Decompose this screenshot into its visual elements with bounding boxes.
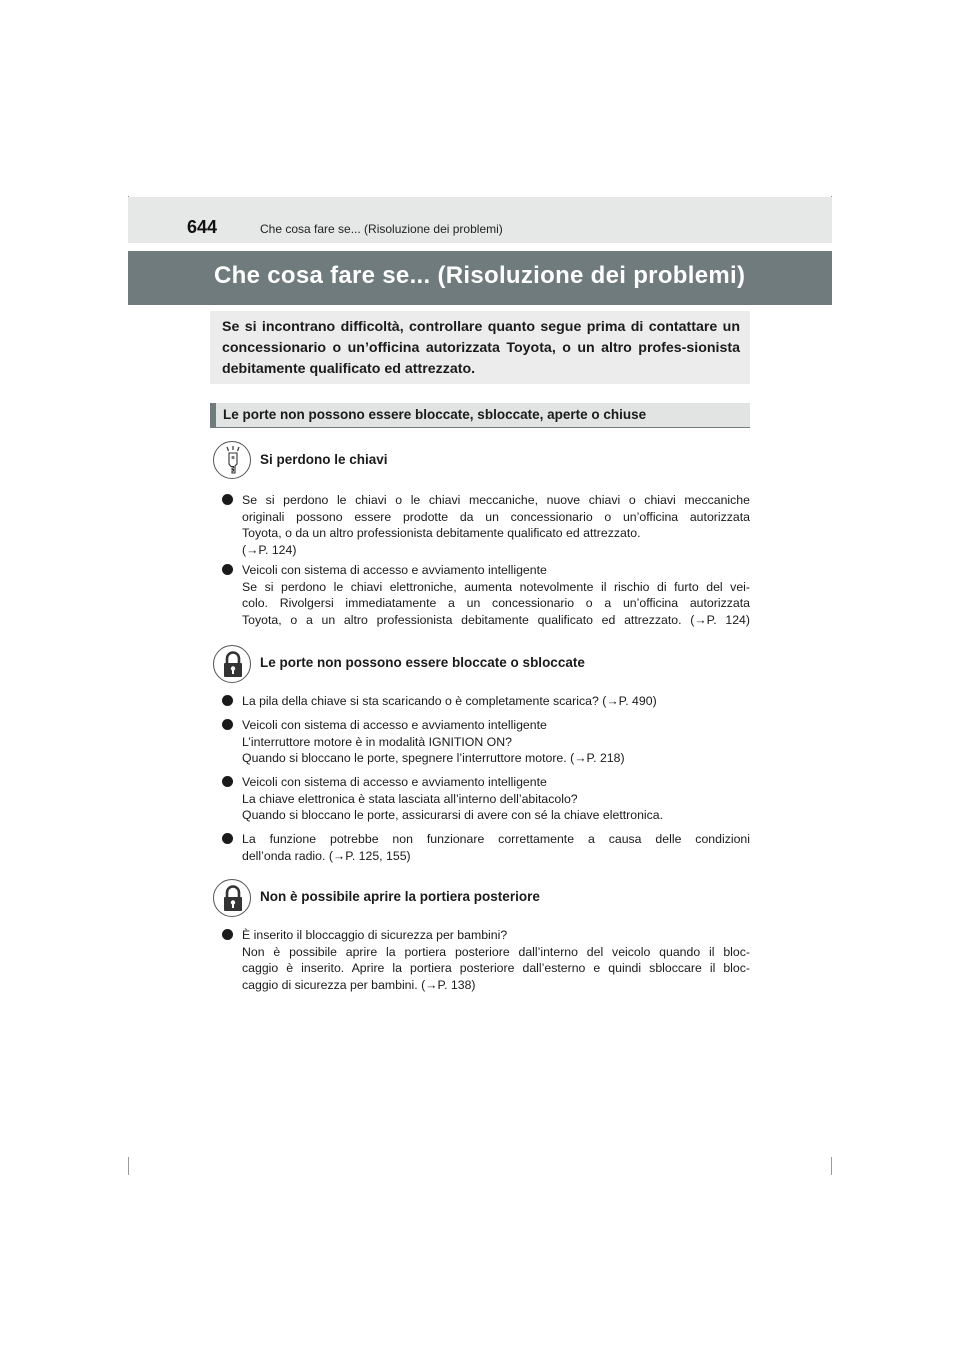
bullet-icon xyxy=(222,833,233,844)
text-line: originali possono essere prodotte da un concessionario o un’officina autorizzata xyxy=(242,509,750,524)
text-line: Quando si bloccano le porte, spegnere l’interruttore motore. (→P. 218) xyxy=(242,751,625,765)
text-line: Veicoli con sistema di accesso e avviamento intelligente xyxy=(242,563,547,577)
text-line: caggio di sicurezza per bambini. (→P. 138) xyxy=(242,977,476,992)
text-line: È inserito il bloccaggio di sicurezza per bambini? xyxy=(242,928,508,942)
text-line: La chiave elettronica è stata lasciata all’interno dell’abitacolo? xyxy=(242,791,578,806)
bullet-icon xyxy=(222,929,233,940)
page-number: 644 xyxy=(187,217,218,237)
running-header-title: Che cosa fare se... (Risoluzione dei problemi) xyxy=(260,222,503,236)
text-line: La pila della chiave si sta scaricando o è completamente scarica? (→P. 490) xyxy=(242,694,657,708)
text-line: caggio è inserito. Aprire la portiera posteriore dall’esterno e quindi sbloccare il bloc- xyxy=(242,961,750,975)
text-line: Toyota, o a un altro professionista debitamente qualificato ed attrezzato. (→P. 124) xyxy=(242,612,750,627)
text-line: La funzione potrebbe non funzionare correttamente a causa delle condizioni xyxy=(242,832,750,846)
section-header xyxy=(210,403,750,428)
bullet-icon xyxy=(222,695,233,706)
intro-box xyxy=(210,311,750,384)
list-item xyxy=(222,717,750,767)
text-line: Toyota, o da un altro professionista debitamente qualificato ed attrezzato. xyxy=(242,526,641,540)
subsection-title: Le porte non possono essere bloccate o sbloccate xyxy=(260,655,585,670)
list-item xyxy=(222,562,750,628)
subsection-title: Non è possibile aprire la portiera posteriore xyxy=(260,889,540,904)
text-line: Non è possibile aprire la portiera posteriore dall’interno del veicolo quando il bloc- xyxy=(242,944,750,959)
intro-text: Se si incontrano difficoltà, controllare quanto segue prima di contattare un concessionario o un’officina autorizzata Toyota, o un altro profes-sionista debitamente qualificato ed attrezzato. xyxy=(222,319,740,377)
text-line: Veicoli con sistema di accesso e avviamento intelligente xyxy=(242,718,547,732)
page-title: Che cosa fare se... (Risoluzione dei problemi) xyxy=(214,262,746,289)
text-line: L’interruttore motore è in modalità IGNITION ON? xyxy=(242,734,512,749)
list-item xyxy=(222,693,750,710)
list-item xyxy=(222,927,750,993)
text-line: colo. Rivolgersi immediatamente a un concessionario o a un’officina autorizzata xyxy=(242,596,750,610)
bullet-icon xyxy=(222,494,233,505)
lock-icon xyxy=(213,645,251,683)
bullet-icon xyxy=(222,564,233,575)
bullet-icon xyxy=(222,719,233,730)
text-line: Quando si bloccano le porte, assicurarsi di avere con sé la chiave elettronica. xyxy=(242,808,664,822)
bullet-icon xyxy=(222,776,233,787)
section-title: Le porte non possono essere bloccate, sbloccate, aperte o chiuse xyxy=(223,407,647,422)
running-header xyxy=(128,197,832,243)
lock-icon xyxy=(213,879,251,917)
text-line: dell’onda radio. (→P. 125, 155) xyxy=(242,848,411,863)
list-item xyxy=(222,492,750,558)
title-band xyxy=(128,251,832,305)
cross-reference: (→P. 124) xyxy=(242,542,297,557)
text-line: Se si perdono le chiavi elettroniche, aumenta notevolmente il rischio di furto del vei- xyxy=(242,579,750,594)
key-icon xyxy=(213,441,251,479)
subsection-title: Si perdono le chiavi xyxy=(260,452,388,467)
crop-mark xyxy=(831,1157,832,1175)
text-line: Se si perdono le chiavi o le chiavi meccaniche, nuove chiavi o chiavi meccaniche xyxy=(242,493,750,507)
crop-mark xyxy=(128,1157,129,1175)
list-item xyxy=(222,831,750,864)
list-item xyxy=(222,774,750,824)
text-line: Veicoli con sistema di accesso e avviamento intelligente xyxy=(242,775,547,789)
